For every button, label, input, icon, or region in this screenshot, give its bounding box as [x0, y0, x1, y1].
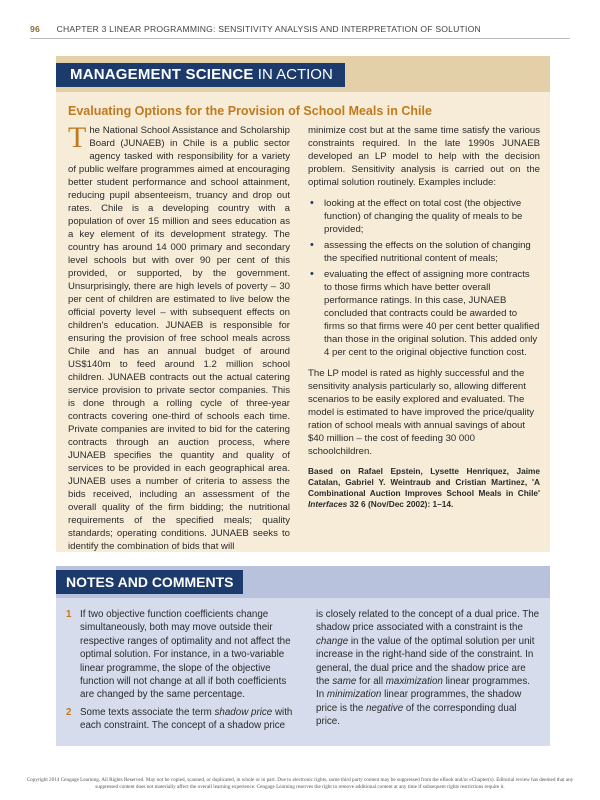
- note-number: 2: [66, 706, 72, 718]
- notes-left-column: [66, 608, 298, 737]
- notes-right-text: linear programmes. In: [316, 676, 531, 701]
- chapter-title: CHAPTER 3 LINEAR PROGRAMMING: SENSITIVITY ANALYSIS AND INTERPRETATION OF SOLUTION: [56, 24, 481, 34]
- note-1: [66, 608, 298, 702]
- source-citation: [308, 466, 540, 510]
- notes-right-text: in the value of the optimal solution per unit increase in the right-hand side of the constraint. In general, the dual price and the shadow price are the: [316, 635, 535, 688]
- notes-title: NOTES AND COMMENTS: [56, 570, 243, 594]
- notes-and-comments-box: [56, 566, 550, 746]
- source-prefix: Based on Rafael Epstein, Lysette Henriquez, Jaime Catalan, Gabriel Y. Weintraub and Cristian Martinez, 'A Combinational Auction Improves School Meals in Chile': [308, 466, 540, 498]
- running-header: [30, 24, 481, 34]
- source-suffix: 32 6 (Nov/Dec 2002): 1–14.: [347, 499, 454, 509]
- page-number: 96: [30, 24, 40, 34]
- bullet-text: assessing the effects on the solution of changing the specified nutritional content of meals;: [324, 240, 531, 264]
- note-1-text: If two objective function coefficients change simultaneously, both may move outside their respective ranges of optimality and not affect the optimal solution. For instance, in a two-variable linear programme, the slope of the objective function will not change at all if both coefficients are changed by the same percentage.: [80, 609, 291, 701]
- box-title-bold: MANAGEMENT SCIENCE: [70, 66, 254, 83]
- right-conclusion: The LP model is rated as highly successful and the sensitivity analysis particularly so, allowing different scenarios to be easily explored and evaluated. The model is estimated to have improved the price/quality ration of school meals with annual savings of about $40 million – the cost of feeding 30 000 schoolchildren.: [308, 368, 535, 457]
- bullet-dot-icon: •: [310, 197, 314, 209]
- box-title: [56, 63, 345, 87]
- box-subtitle: Evaluating Options for the Provision of School Meals in Chile: [68, 104, 432, 118]
- bullet-text: evaluating the effect of assigning more contracts to those firms which have better overall performance ratings. In this case, JUNAEB concluded that contracts could be awarded to firms so that firms were 40 per cent better qualified than those in the original solution. This added only 4 per cent to the original objective function cost.: [324, 269, 540, 358]
- left-paragraph: [68, 121, 290, 553]
- bullet-dot-icon: •: [310, 239, 314, 251]
- notes-emphasis: minimization: [326, 689, 382, 701]
- note-2-text-b: with each constraint. The concept of a shadow price: [80, 706, 293, 732]
- bullet-list: [308, 197, 540, 359]
- box-left-column: [68, 121, 290, 553]
- box-title-light: IN ACTION: [253, 66, 333, 83]
- notes-emphasis: change: [316, 635, 349, 647]
- source-journal: Interfaces: [308, 499, 348, 509]
- drop-cap: T: [68, 121, 87, 154]
- notes-title-bar: [56, 566, 550, 598]
- notes-right-text: linear programmes, the shadow price is the: [316, 689, 522, 714]
- note-number: 1: [66, 609, 72, 620]
- box-right-column: [308, 124, 540, 510]
- notes-right-text: of the corresponding dual price.: [316, 702, 517, 728]
- note-2-emphasis: shadow price: [214, 706, 273, 718]
- bullet-item: [308, 239, 540, 265]
- notes-right-text: for all: [356, 676, 386, 688]
- notes-emphasis: negative: [366, 702, 404, 714]
- notes-right-paragraph: [316, 608, 540, 729]
- management-science-box: [56, 56, 550, 552]
- notes-right-column: [316, 608, 540, 729]
- copyright-footer: Copyright 2014 Cengage Learning. All Rights Reserved. May not be copied, scanned, or duplicated, in whole or in part. Due to electronic rights, some third party content may be suppressed from the eBook and/or eChapter(s). Editorial review has deemed that any suppressed content does not materially affect the overall learning experience. Cengage Learning reserves the right to remove additional content at any time if subsequent rights restrictions require it.: [26, 777, 574, 790]
- bullet-item: [308, 197, 540, 236]
- notes-emphasis: same: [332, 676, 357, 688]
- note-2-text-a: Some texts associate the term: [80, 706, 215, 718]
- header-rule: [30, 38, 570, 39]
- box-title-bar: [56, 56, 550, 92]
- bullet-dot-icon: •: [310, 268, 314, 280]
- note-2: [66, 706, 298, 733]
- right-intro: minimize cost but at the same time satisfy the various constraints required. In the late 1990s JUNAEB developed an LP model to help with the decision problem. Sensitivity analysis is carried out on the optimal solution routinely. Examples include:: [308, 125, 540, 188]
- notes-emphasis: maximization: [385, 676, 443, 688]
- bullet-item: [308, 268, 540, 359]
- bullet-text: looking at the effect on total cost (the objective function) of changing the quality of meals to be provided;: [324, 198, 523, 235]
- left-paragraph-text: he National School Assistance and Scholarship Board (JUNAEB) in Chile is a public sector agency tasked with responsibility for a variety of public welfare programmes aimed at encouraging better student performance and school attainment, reducing pupil absenteeism, truancy and drop out rates. Chile is a developing country with a population of over 15 million and sees education as a key element of its development strategy. The country has around 14 000 primary and secondary level schools but with over 90 per cent of this provided, or supported, by the government. Unsurprisingly, there are high levels of poverty – 30 per cent of children are estimated to live below the official poverty level – with subsequent effects on children's education. JUNAEB is responsible for ensuring the provision of free school meals across Chile and has an annual budget of around US$140m to feed around 1.2 million school children. JUNAEB contracts out the actual catering service provision to private sector companies. This is done through a rolling cycle of three-year contracts covering one-third of schools each time. Private companies are invited to bid for the catering contracts through an auction process, where JUNAEB specifies the quantity and quality of services to be provided in each geographical area. JUNAEB uses a number of criteria to assess the bids received, including an assessment of the overall quality of the firm bidding; the nutritional requirements of the specified meals; quality standards; operating conditions. JUNAEB seeks to identify the combination of bids that will: [68, 125, 290, 552]
- notes-right-text: is closely related to the concept of a dual price. The shadow price associated with a constraint is the: [316, 609, 540, 634]
